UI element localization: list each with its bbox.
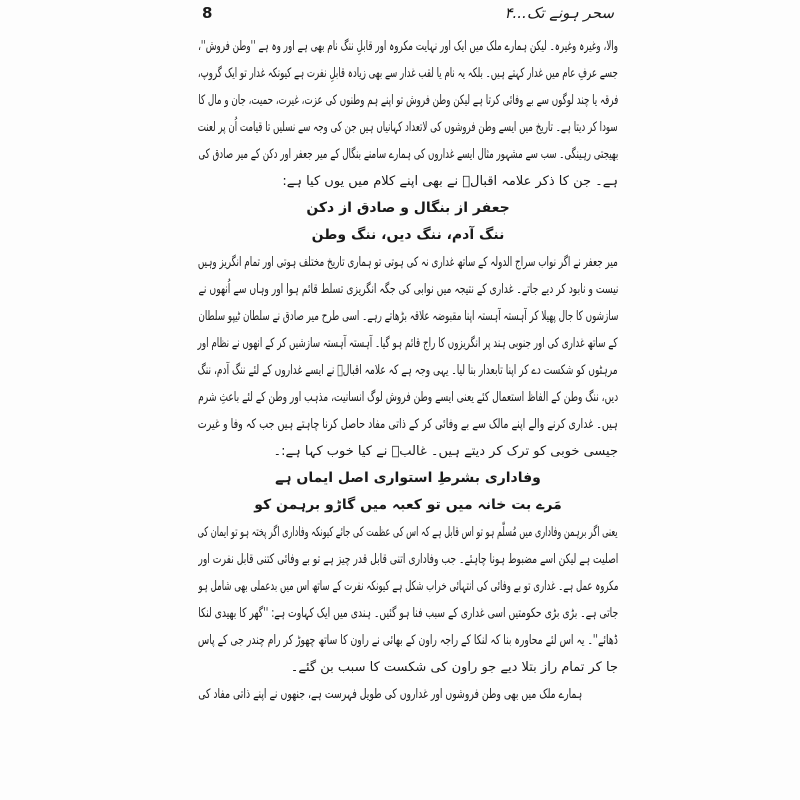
text-line-content: ہے۔ جن کا ذکر علامہ اقبالؒ نے بھی اپنے کلام میں یوں کیا ہے: — [282, 174, 618, 189]
verse-line-content: جعفر از بنگال و صادق از دکن — [306, 200, 510, 216]
text-line-content: ہمارے ملک میں بھی وطن فروشوں اور غداروں کی طویل فہرست ہے، جنھوں نے اپنے ذاتی مفاد کی — [198, 687, 582, 702]
text-line-content: مکروہ عمل ہے۔ غداری تو بے وفائی کی انتہائی خراب شکل ہے کیونکہ نفرت کے ساتھ اس میں بدعملی بھی شامل ہو — [198, 579, 618, 594]
text-line-content: ہیں۔ غداری کرنے والے اپنے مالک سے بے وفائی کر کے ذاتی مفاد حاصل کرنا چاہتے ہیں جب کہ وفا و غیرت — [198, 417, 618, 432]
text-line — [198, 303, 618, 330]
text-line-content: میر جعفر نے اگر نواب سراج الدولہ کے ساتھ غداری نہ کی ہوتی تو ہماری تاریخ مختلف ہوتی اور تمام انگریز وہیں — [198, 255, 618, 270]
text-line-content: فرقہ یا چند لوگوں سے بے وفائی کرتا ہے لیکن وطن فروش تو اپنے ہم وطنوں کی عزت، غیرت، حمیت، جان و مال کا — [198, 93, 618, 108]
text-line-content: ڈھائے''۔ یہ اس لئے محاورہ بنا کہ لنکا کے راجہ راون کے بھائی نے راون کا ساتھ چھوڑ کر رام چندر جی کے پاس — [198, 633, 618, 648]
text-line — [198, 330, 618, 357]
text-line — [198, 249, 618, 276]
text-line — [198, 384, 618, 411]
verse-line-content: ننگ آدم، ننگ دیں، ننگ وطن — [311, 227, 505, 243]
text-line — [198, 60, 618, 87]
text-line — [198, 627, 618, 654]
text-line — [198, 357, 618, 384]
text-line-content: اصلیت ہے لیکن اسے مضبوط ہونا چاہئے۔ جب وفاداری اتنی قابل قدر چیز ہے تو بے وفائی کتنی قابل نفرت اور — [198, 552, 618, 567]
text-line-content: سازشوں کا جال پھیلا کر آہستہ آہستہ اپنا مقبوضہ علاقہ بڑھاتے رہے۔ اسی طرح میر صادق نے سلطان ٹیپو سلطان — [198, 309, 618, 324]
page-number: 8 — [202, 4, 213, 22]
text-line-content: جیسی خوبی کو ترک کر دیتے ہیں۔ غالبؔ نے کیا خوب کہا ہے:۔ — [273, 444, 618, 459]
verse-line — [198, 465, 618, 492]
text-line-content: دیں، ننگ وطن کے الفاظ استعمال کئے یعنی ایسے وطن فروش لوگ انسانیت، مذہب اور وطن کے لئے باعثِ شرم — [198, 390, 618, 405]
text-line — [198, 600, 618, 627]
text-line — [198, 654, 618, 681]
text-line — [198, 546, 618, 573]
running-title: سحر ہونے تک...۴ — [504, 4, 614, 22]
verse-line — [198, 222, 618, 249]
text-line-content: نیست و نابود کر دیے جاتے۔ غداری کے نتیجہ میں نوابی کی جگہ انگریزی تسلط قائم ہوا اور وہاں سے اُنھوں نے — [198, 282, 618, 297]
text-line-content: جا کر تمام راز بتلا دیے جو راون کی شکست کا سبب بن گئے۔ — [290, 660, 618, 675]
text-line — [198, 114, 618, 141]
text-line — [198, 519, 618, 546]
text-line — [198, 438, 618, 465]
text-line-content: بھیجتی رہینگی۔ سب سے مشہور مثال ایسے غداروں کی ہمارے سامنے بنگال کے میر جعفر اور دکن کے میر صادق کی — [197, 147, 618, 162]
text-line-content: یعنی اگر برہمن وفاداری میں مُسلّم ہو تو اس قابل ہے کہ اس کی عظمت کی جائے کیونکہ وفاداری اگر پختہ ہو تو ایمان کی — [198, 525, 618, 540]
text-line-content: جاتی ہے۔ بڑی بڑی حکومتیں اسی غداری کے سبب فنا ہو گئیں۔ ہندی میں ایک کہاوت ہے: ''گھر کا بھیدی لنکا — [198, 606, 618, 621]
verse-line — [198, 195, 618, 222]
verse-line-content: مَرے بت خانہ میں تو کعبہ میں گاڑو برہمن کو — [254, 497, 562, 513]
text-line-content: مرہٹوں کو شکست دے کر اپنا تابعدار بنا لیا۔ یہی وجہ ہے کہ علامہ اقبالؒ نے ایسے غداروں کے لئے ننگ آدم، ننگ — [198, 363, 618, 378]
text-line — [198, 168, 618, 195]
verse-line-content: وفاداری بشرطِ استواری اصل ایماں ہے — [275, 470, 541, 486]
text-line-content: والا، وغیرہ وغیرہ۔ لیکن ہمارے ملک میں ایک اور نہایت مکروہ اور قابلِ ننگ نام بھی ہے اور وہ ہے ''وطن فروش''، — [198, 39, 618, 54]
text-line — [198, 33, 618, 60]
text-line-content: کے ساتھ غداری کی اور جنوبی ہند پر انگریزوں کا راج قائم ہو گیا۔ آہستہ آہستہ سازشیں کر کے انھوں نے نظام اور — [198, 336, 618, 351]
text-line — [198, 573, 618, 600]
text-line — [198, 141, 618, 168]
text-line — [198, 276, 618, 303]
page-body-text — [198, 33, 618, 708]
text-line — [198, 411, 618, 438]
text-line-content: جسے عرفِ عام میں غدار کہتے ہیں۔ بلکہ یہ نام یا لقب غدار سے بھی زیادہ قابلِ نفرت ہے کیونکہ غدار تو ایک گروپ، — [198, 66, 618, 81]
text-line — [198, 681, 618, 708]
text-line — [198, 87, 618, 114]
verse-line — [198, 492, 618, 519]
text-line-content: سودا کر دیتا ہے۔ تاریخ میں ایسے وطن فروشوں کی لاتعداد کہانیاں ہیں جن کی وجہ سے نسلیں تا قیامت اُن پر لعنت — [198, 120, 618, 135]
